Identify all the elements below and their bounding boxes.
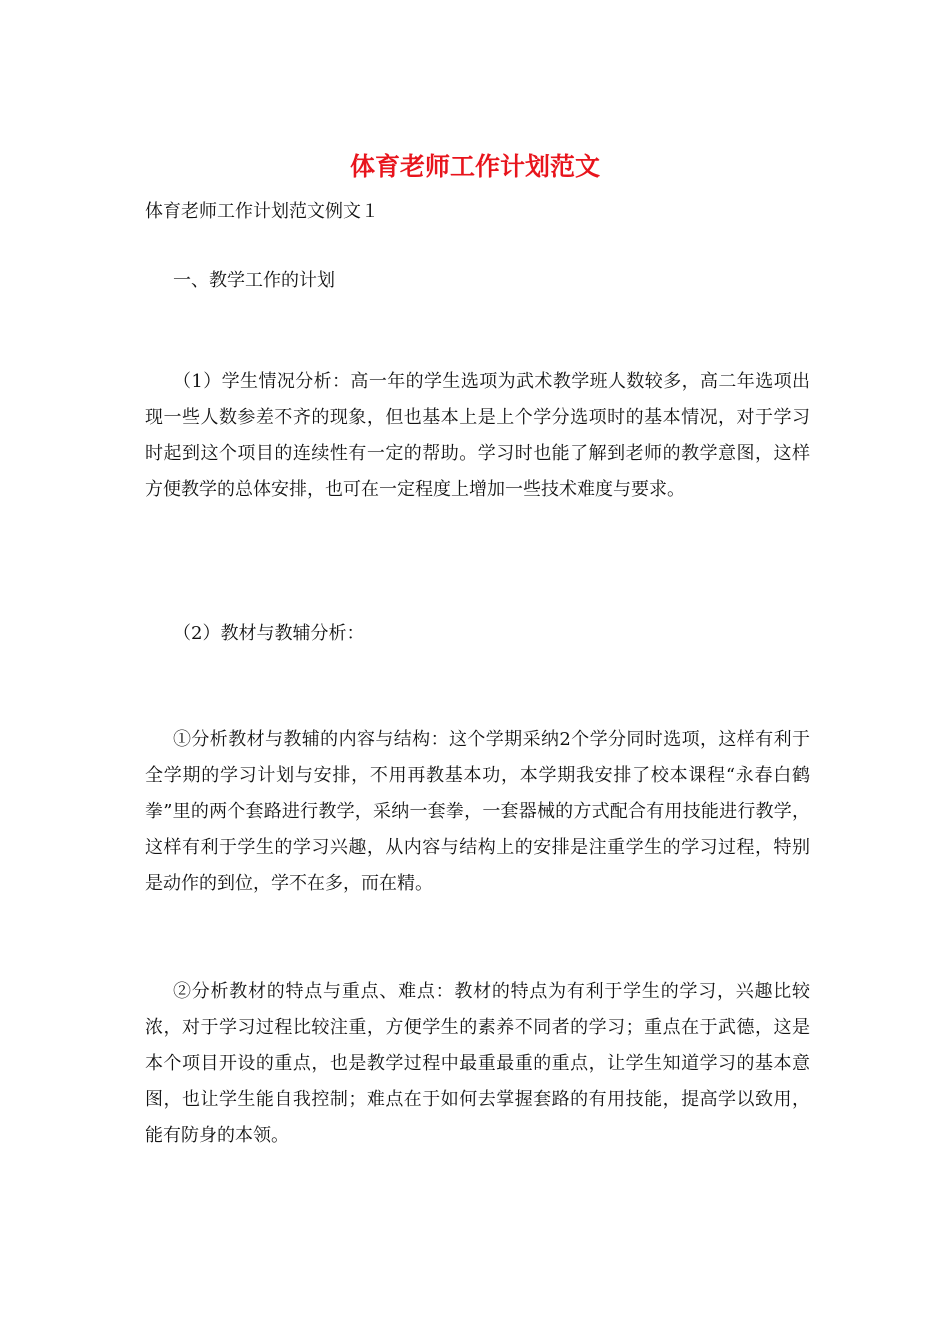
paragraph-student-analysis: （1）学生情况分析：高一年的学生选项为武术教学班人数较多，高二年选项出现一些人数参差不齐的现象，但也基本上是上个学分选项时的基本情况，对于学习时起到这个项目的连续性有一定的帮助。学习时也能了解到老师的教学意图，这样方便教学的总体安排，也可在一定程度上增加一些技术难度与要求。 <box>145 371 810 500</box>
document-title: 体育老师工作计划范文 <box>349 152 600 181</box>
paragraph-content-structure: ①分析教材与教辅的内容与结构：这个学期采纳2个学分同时选项，这样有利于全学期的学习计划与安排，不用再教基本功，本学期我安排了校本课程“永春白鹤拳”里的两个套路进行教学，采纳一套拳，一套器械的方式配合有用技能进行教学，这样有利于学生的学习兴趣，从内容与结构上的安排是注重学生的学习过程，特别是动作的到位，学不在多，而在精。 <box>145 729 810 894</box>
paragraph-materials-heading: （2）教材与教辅分析： <box>173 623 365 644</box>
paragraph-key-points: ②分析教材的特点与重点、难点：教材的特点为有利于学生的学习，兴趣比较浓，对于学习过程比较注重，方便学生的素养不同者的学习；重点在于武德，这是本个项目开设的重点，也是教学过程中最重最重的重点，让学生知道学习的基本意图，也让学生能自我控制；难点在于如何去掌握套路的有用技能，提高学以致用，能有防身的本领。 <box>145 981 810 1146</box>
document-subtitle: 体育老师工作计划范文例文１ <box>145 201 379 222</box>
section-heading: 一、教学工作的计划 <box>173 270 335 291</box>
